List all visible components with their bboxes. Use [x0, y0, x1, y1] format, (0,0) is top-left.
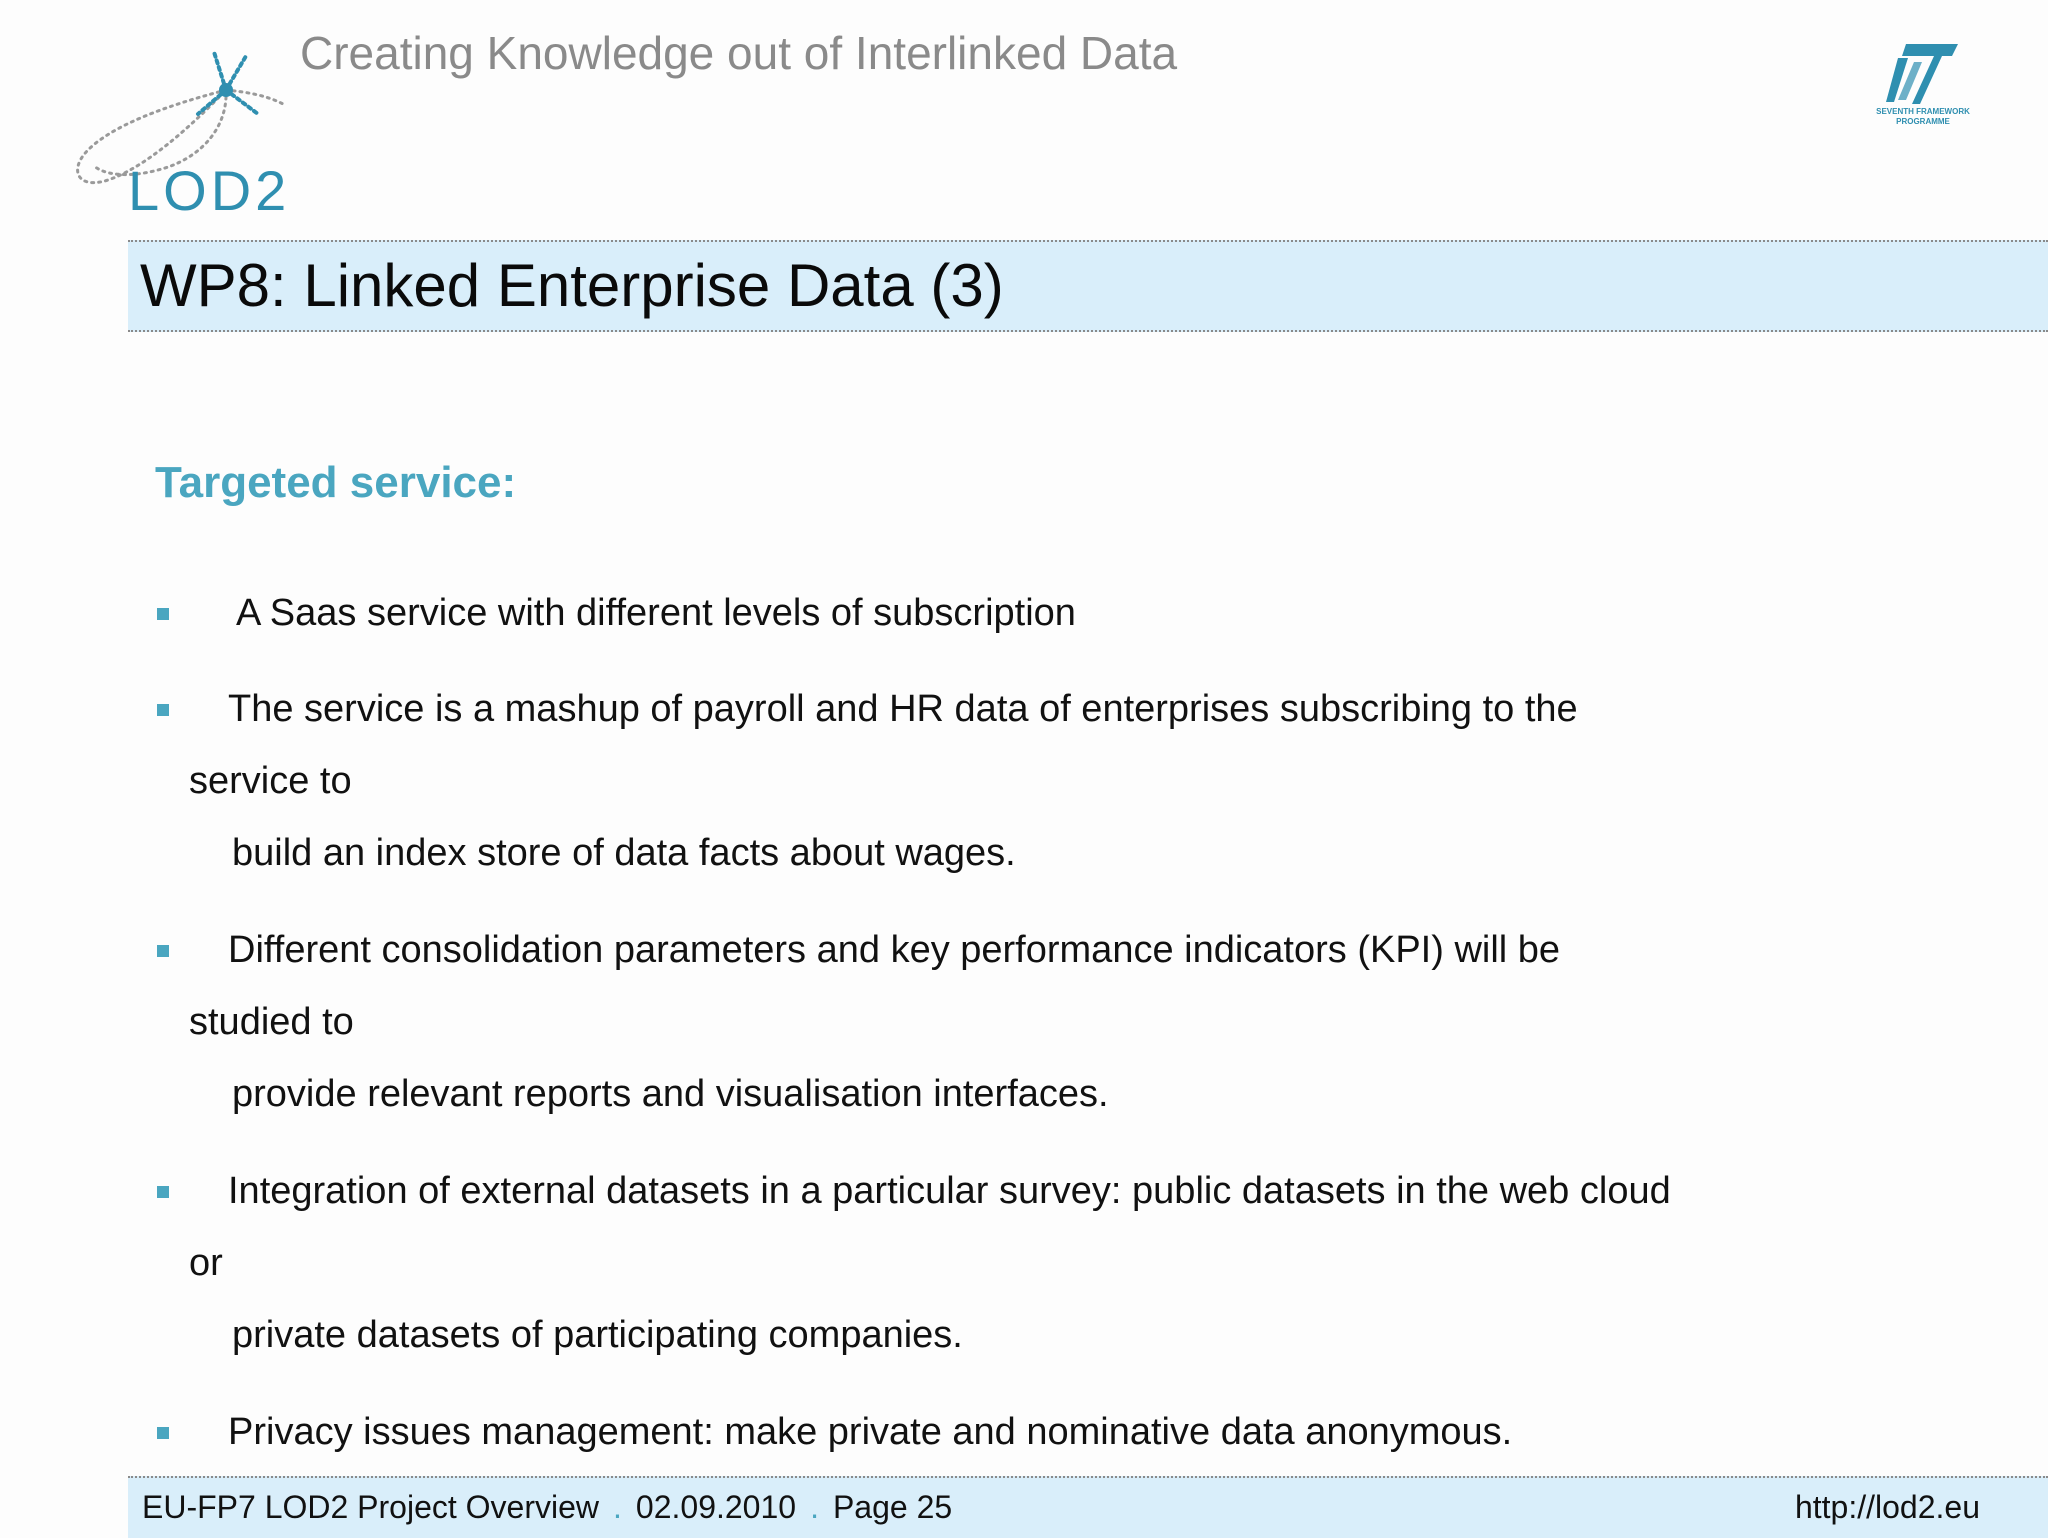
bullet-marker: [157, 608, 169, 620]
bullet-text: Privacy issues management: make private and nominative data anonymous.: [228, 1411, 1513, 1453]
section-heading: Targeted service:: [155, 458, 517, 507]
bullet-text: Different consolidation parameters and key performance indicators (KPI) will be: [228, 929, 1561, 971]
bullet-text-continuation: build an index store of data facts about wages.: [232, 832, 1016, 874]
footer-separator: .: [810, 1489, 819, 1525]
logo-text: LOD2: [128, 159, 291, 220]
fp7-logo: [1868, 38, 1978, 128]
bullet-text: A Saas service with different levels of subscription: [236, 592, 1076, 634]
svg-text:SEVENTH FRAMEWORK: SEVENTH FRAMEWORK: [1876, 107, 1970, 116]
slide-title: WP8: Linked Enterprise Data (3): [140, 252, 1004, 319]
bullet-text: Integration of external datasets in a particular survey: public datasets in the web cloud: [228, 1170, 1671, 1212]
bullet-text-continuation: or: [189, 1242, 223, 1284]
footer-date: 02.09.2010: [635, 1489, 797, 1525]
footer-page-number: Page 25: [832, 1489, 953, 1525]
title-band: [128, 240, 2048, 332]
lod2-logo: [48, 30, 338, 220]
bullet-text-continuation: provide relevant reports and visualisation interfaces.: [232, 1073, 1109, 1115]
footer-project: EU-FP7 LOD2 Project Overview: [142, 1489, 600, 1525]
svg-text:PROGRAMME: PROGRAMME: [1896, 117, 1950, 126]
footer-url-link[interactable]: http://lod2.eu: [1794, 1489, 1980, 1525]
bullet-marker: [157, 1427, 169, 1439]
bullet-text-continuation: private datasets of participating companies.: [232, 1314, 963, 1356]
bullet-text-continuation: studied to: [189, 1001, 354, 1043]
bullet-text: The service is a mashup of payroll and HR data of enterprises subscribing to the: [228, 688, 1578, 730]
bullet-marker: [157, 1186, 169, 1198]
bullet-marker: [157, 704, 169, 716]
footer-left: [142, 1478, 952, 1536]
footer-separator: .: [613, 1489, 622, 1525]
bullet-text-continuation: service to: [189, 760, 352, 802]
bullet-marker: [157, 945, 169, 957]
footer: [128, 1476, 2048, 1538]
tagline: Creating Knowledge out of Interlinked Data: [300, 27, 1178, 79]
